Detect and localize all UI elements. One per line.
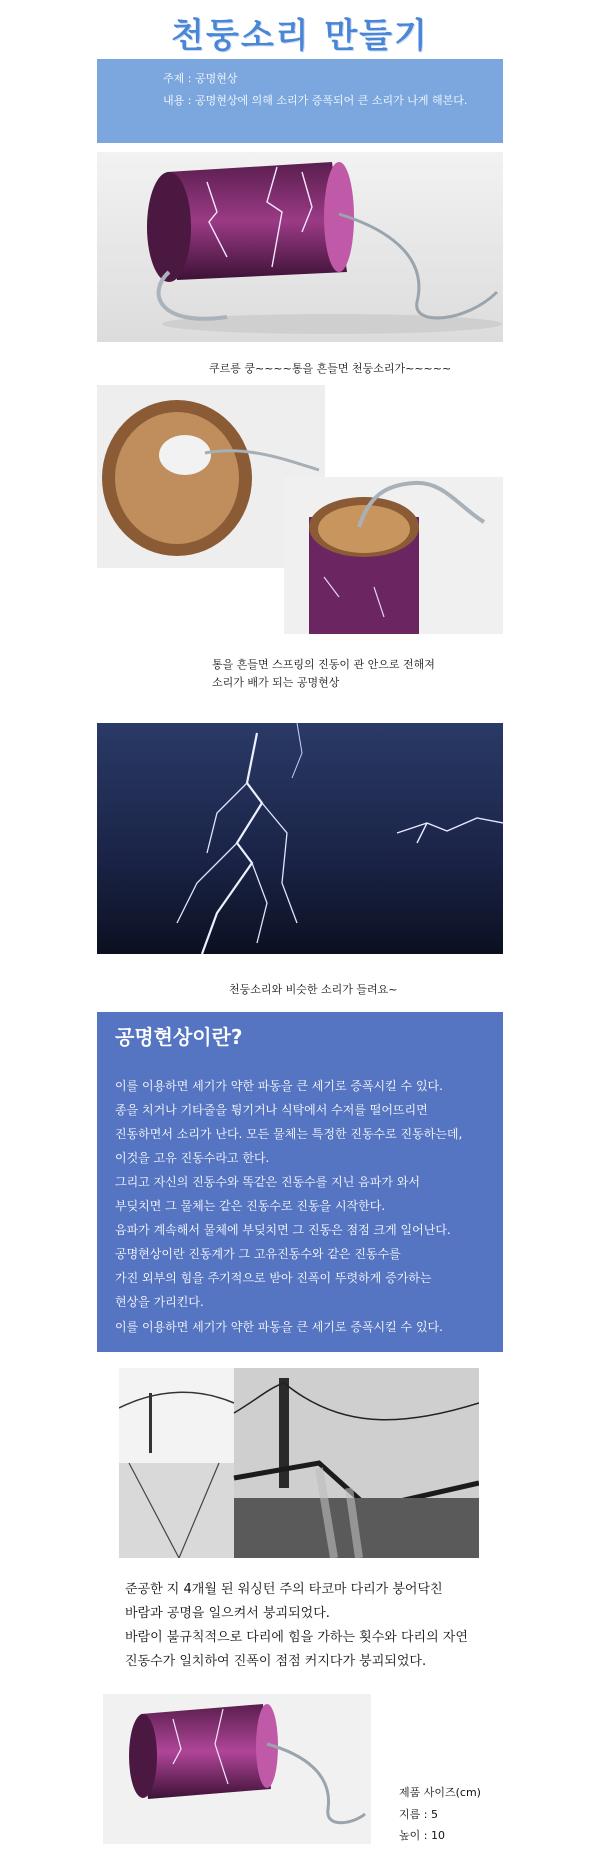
explanation-line: 이를 이용하면 세기가 약한 파동을 큰 세기로 증폭시킬 수 있다. — [115, 1320, 443, 1334]
tacoma-bridge-photo — [119, 1368, 479, 1558]
page-title: 천둥소리 만들기 — [171, 16, 429, 56]
explanation-line: 이를 이용하면 세기가 약한 파동을 큰 세기로 증폭시킬 수 있다. — [115, 1079, 443, 1093]
tube-spring-photo — [284, 477, 503, 634]
explanation-line: 부딪치면 그 물체는 같은 진동수로 진동을 시작한다. — [115, 1199, 386, 1213]
caption-resonance-2: 소리가 배가 되는 공명현상 — [212, 676, 340, 689]
explanation-line: 그리고 자신의 진동수와 똑같은 진동수를 지닌 음파가 와서 — [115, 1175, 420, 1189]
explanation-line: 가진 외부의 힘을 주기적으로 받아 진폭이 뚜렷하게 증가하는 — [115, 1271, 432, 1285]
bridge-story-line: 바람이 불규칙적으로 다리에 힘을 가하는 횟수와 다리의 자연 — [125, 1630, 468, 1645]
explanation-line: 종을 치거나 기타줄을 튕기거나 식탁에서 수저를 떨어뜨리면 — [115, 1103, 428, 1117]
lightning-photo — [97, 723, 503, 954]
bridge-story-line: 준공한 지 4개월 된 워싱턴 주의 타코마 다리가 붕어닥친 — [125, 1582, 443, 1597]
caption-resonance-1: 통을 흔들면 스프링의 진동이 관 안으로 전해져 — [212, 658, 435, 671]
explanation-line: 이것을 고유 진동수라고 한다. — [115, 1151, 270, 1165]
size-diameter: 지름 : 5 — [399, 1808, 438, 1821]
explanation-line: 진동하면서 소리가 난다. 모든 물체는 특정한 진동수로 진동하는데, — [115, 1127, 463, 1141]
explanation-line: 공명현상이란 진동계가 그 고유진동수와 같은 진동수를 — [115, 1247, 401, 1261]
caption-shake: 쿠르릉 쿵~~~~통을 흔들면 천둥소리가~~~~~ — [209, 362, 452, 375]
thunder-drum-photo — [97, 152, 503, 342]
explanation-heading: 공명현상이란? — [115, 1025, 243, 1049]
explanation-line: 현상을 가리킨다. — [115, 1295, 204, 1309]
size-heading: 제품 사이즈(cm) — [399, 1786, 481, 1799]
size-height: 높이 : 10 — [399, 1829, 445, 1842]
topic-content: 내용 : 공명현상에 의해 소리가 증폭되어 큰 소리가 나게 해본다. — [163, 94, 468, 107]
topic-subject: 주제 : 공명현상 — [163, 72, 238, 85]
caption-thunder: 천둥소리와 비슷한 소리가 들려요~ — [229, 983, 398, 996]
bridge-story-line: 진동수가 일치하여 진폭이 점점 커지다가 붕괴되었다. — [125, 1654, 427, 1669]
thunder-drum-product-photo — [103, 1694, 371, 1844]
explanation-line: 음파가 계속해서 물체에 부딪치면 그 진동은 점점 크게 일어난다. — [115, 1223, 451, 1237]
bridge-story-line: 바람과 공명을 일으켜서 붕괴되었다. — [125, 1606, 330, 1621]
